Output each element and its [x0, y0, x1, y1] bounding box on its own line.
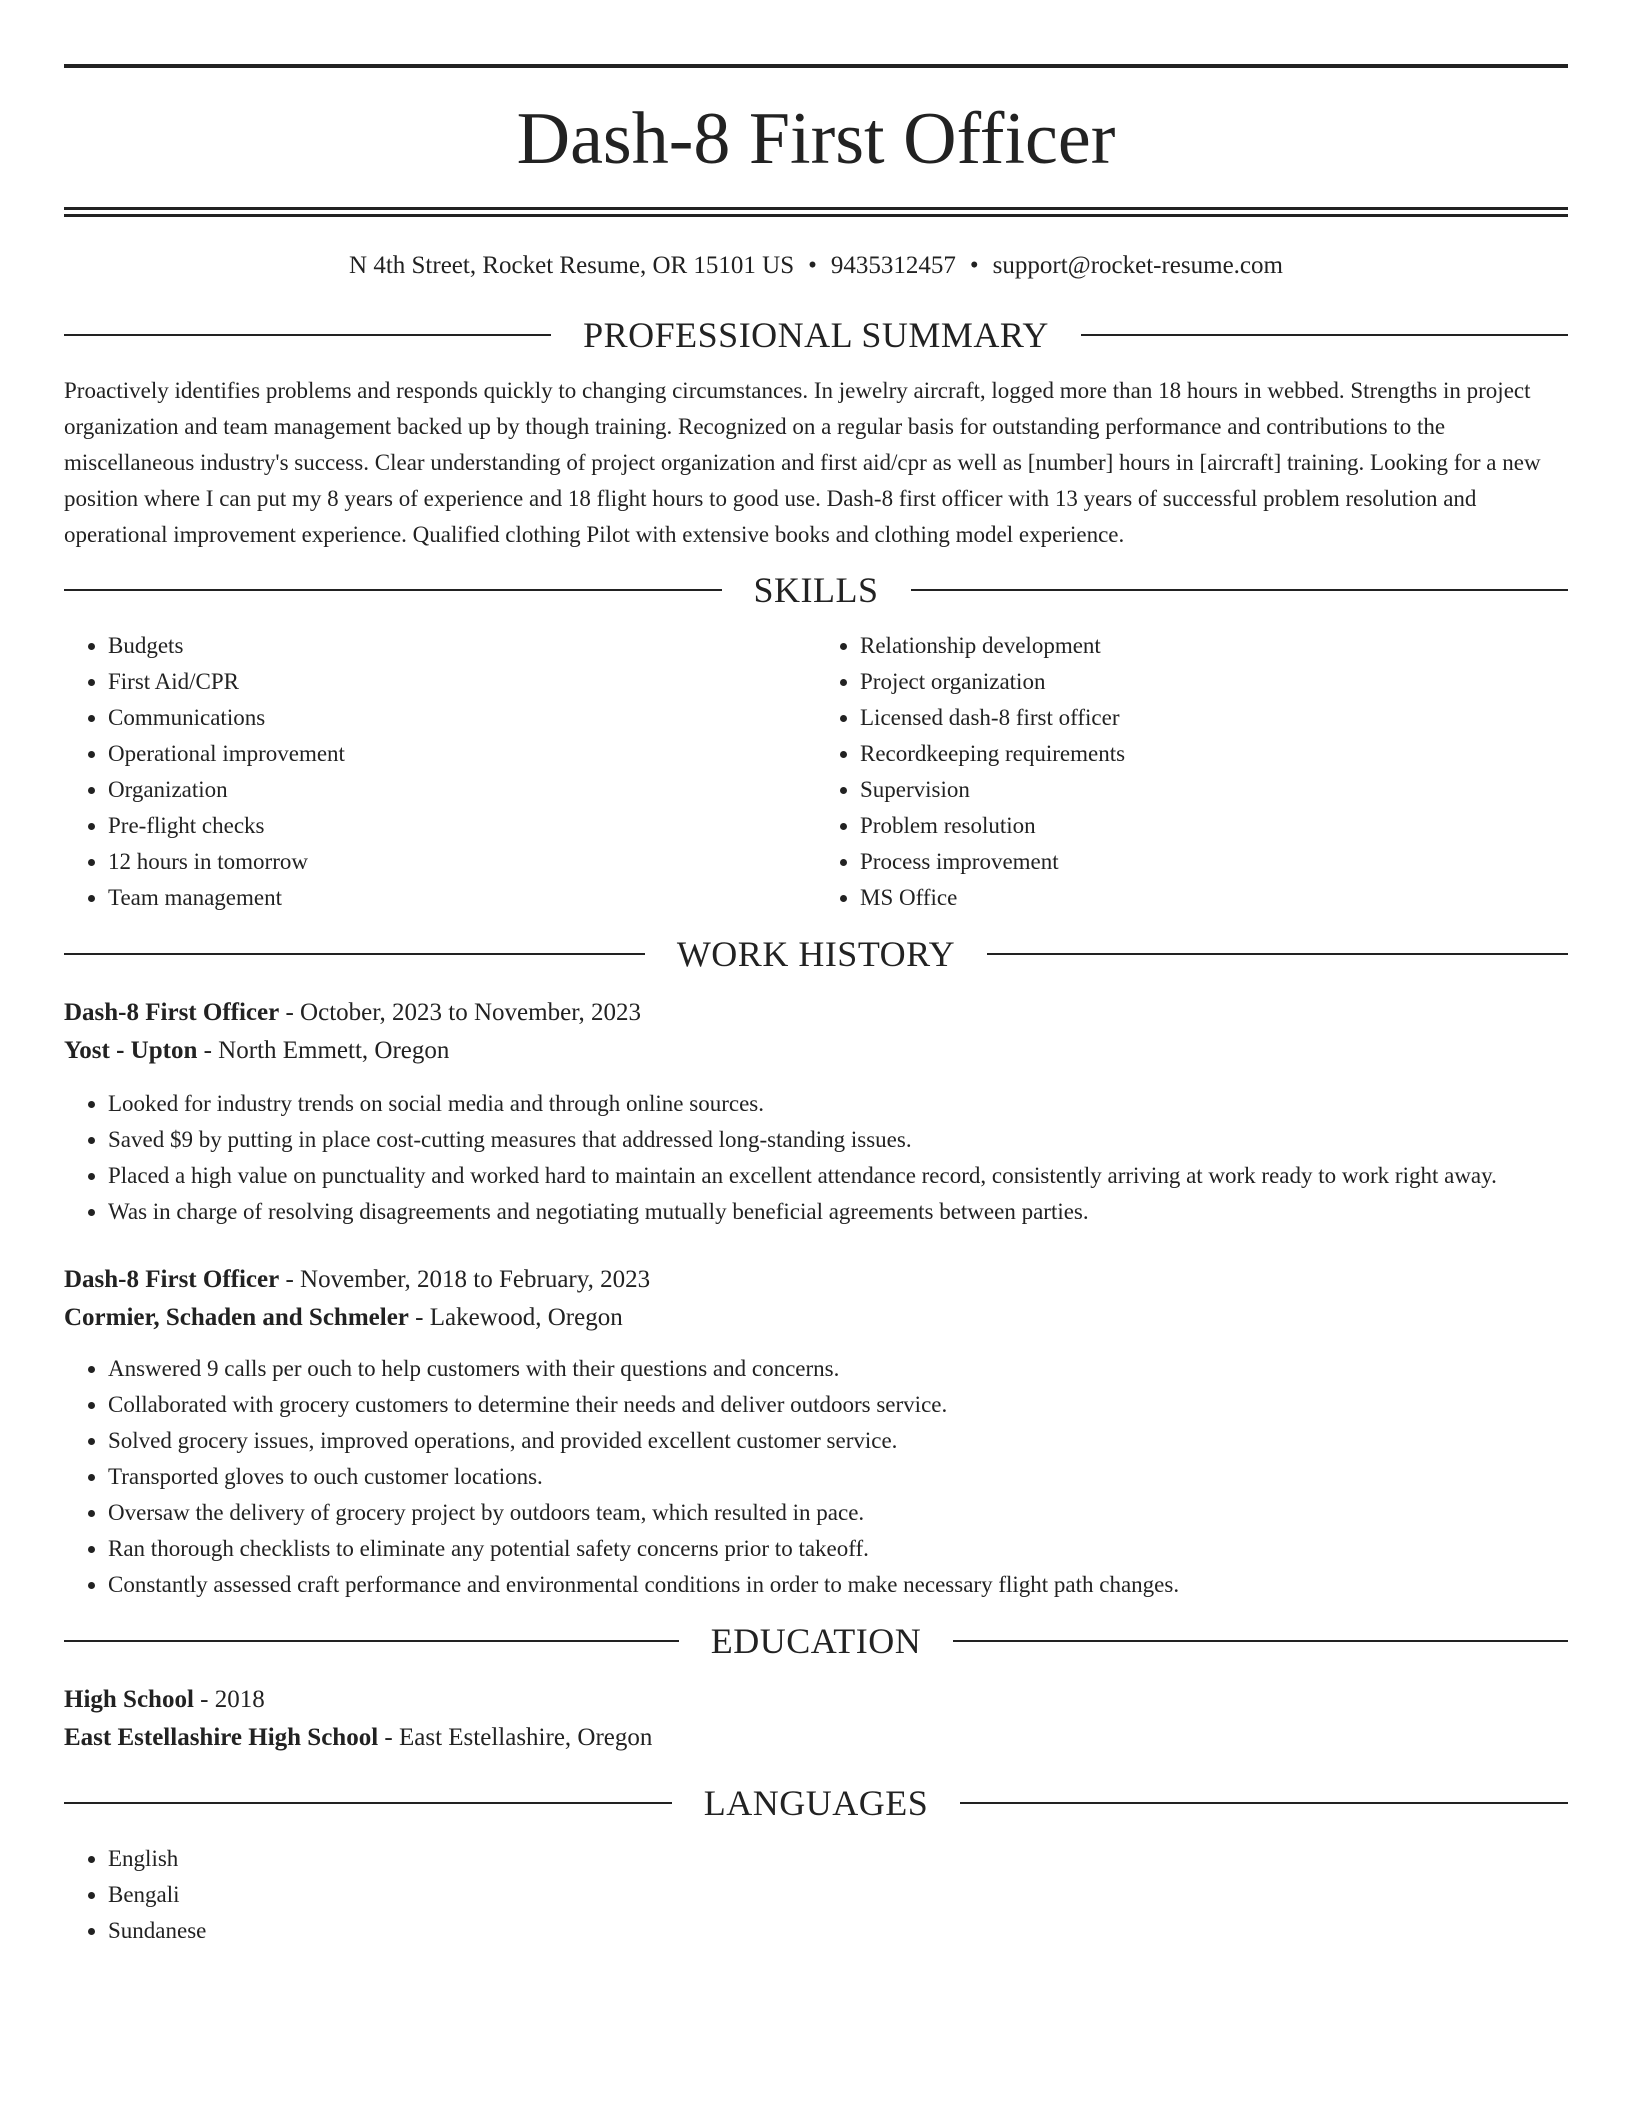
contact-email: support@rocket-resume.com [992, 252, 1283, 279]
skill-item: • Operational improvement [108, 736, 816, 772]
heading-rule-left [64, 334, 551, 336]
work-heading [64, 932, 1568, 976]
job-company-line [64, 1032, 1568, 1070]
education-school-line [64, 1719, 1568, 1757]
languages-heading-title: LANGUAGES [703, 1783, 929, 1823]
heading-rule-right [987, 953, 1568, 955]
job-bullet: • Looked for industry trends on social media and through online sources. [108, 1086, 1568, 1122]
skill-item: • Problem resolution [860, 808, 1568, 844]
job-title-line [64, 1261, 1568, 1299]
skill-item: • Communications [108, 700, 816, 736]
education-degree-line [64, 1681, 1568, 1719]
job-location: - North Emmett, Oregon [197, 1037, 450, 1064]
summary-heading-title: PROFESSIONAL SUMMARY [583, 315, 1049, 355]
languages-list [64, 1841, 1568, 1949]
job-bullet: • Collaborated with grocery customers to determine their needs and deliver outdoors service. [108, 1387, 1568, 1423]
skill-item: • Team management [108, 880, 816, 916]
job-company: Yost - Upton [64, 1037, 198, 1064]
skill-item: • Project organization [860, 664, 1568, 700]
job-entry [64, 994, 1568, 1230]
education-degree: High School [64, 1686, 194, 1713]
contact-phone: 9435312457 [830, 252, 956, 279]
education-location: - East Estellashire, Oregon [378, 1724, 653, 1751]
contact-separator: • [969, 252, 979, 279]
heading-rule-right [1081, 334, 1568, 336]
job-bullet: • Oversaw the delivery of grocery project by outdoors team, which resulted in pace. [108, 1495, 1568, 1531]
summary-heading [64, 313, 1568, 357]
job-title-line [64, 994, 1568, 1032]
heading-rule-right [911, 589, 1569, 591]
skills-heading [64, 568, 1568, 612]
job-bullet: • Ran thorough checklists to eliminate any potential safety concerns prior to takeoff. [108, 1531, 1568, 1567]
skill-item: • Recordkeeping requirements [860, 736, 1568, 772]
heading-rule-left [64, 1640, 679, 1642]
header-double-rule [64, 207, 1568, 217]
education-school: East Estellashire High School [64, 1724, 379, 1751]
job-bullet: • Solved grocery issues, improved operations, and provided excellent customer service. [108, 1423, 1568, 1459]
skills-column-right [816, 628, 1568, 916]
job-dates: - October, 2023 to November, 2023 [279, 999, 642, 1026]
skill-item: • MS Office [860, 880, 1568, 916]
job-bullets [64, 1086, 1568, 1230]
heading-rule-left [64, 1802, 672, 1804]
job-title: Dash-8 First Officer [64, 999, 280, 1026]
job-bullet: • Constantly assessed craft performance and environmental conditions in order to make necessary flight path changes. [108, 1567, 1568, 1603]
resume-page [64, 64, 1568, 1949]
education-heading-title: EDUCATION [710, 1621, 922, 1661]
candidate-name: Dash-8 First Officer [516, 98, 1116, 180]
work-heading-title: WORK HISTORY [676, 934, 956, 974]
contact-line [64, 250, 1568, 282]
heading-rule-left [64, 953, 645, 955]
heading-rule-left [64, 589, 722, 591]
skill-item: • First Aid/CPR [108, 664, 816, 700]
job-company-line [64, 1299, 1568, 1337]
job-bullet: • Answered 9 calls per ouch to help customers with their questions and concerns. [108, 1351, 1568, 1387]
education-year: - 2018 [193, 1686, 265, 1713]
job-title: Dash-8 First Officer [64, 1266, 280, 1293]
job-location: - Lakewood, Oregon [408, 1304, 623, 1331]
job-company: Cormier, Schaden and Schmeler [64, 1304, 409, 1331]
skill-item: • Supervision [860, 772, 1568, 808]
skills-list [64, 628, 1568, 916]
languages-heading [64, 1781, 1568, 1825]
skill-item: • Pre-flight checks [108, 808, 816, 844]
heading-rule-right [960, 1802, 1568, 1804]
skill-item: • Licensed dash-8 first officer [860, 700, 1568, 736]
job-bullet: • Was in charge of resolving disagreements and negotiating mutually beneficial agreements between parties. [108, 1194, 1568, 1230]
header-top-rule [64, 64, 1568, 68]
language-item: • English [108, 1841, 1568, 1877]
skill-item: • Budgets [108, 628, 816, 664]
job-entry [64, 1261, 1568, 1603]
job-bullet: • Placed a high value on punctuality and worked hard to maintain an excellent attendance record, consistently arriving at work ready to work right away. [108, 1158, 1568, 1194]
summary-text: Proactively identifies problems and responds quickly to changing circumstances. In jewelry aircraft, logged more than 18 hours in webbed. Strengths in project organization and team management backed up by though training. Recognized on a regular basis for outstanding performance and contributions to the miscellaneous industry's success. Clear understanding of project organization and first aid/cpr as well as [number] hours in [aircraft] training. Looking for a new position where I can put my 8 years of experience and 18 flight hours to good use. Dash-8 first officer with 13 years of successful problem resolution and operational improvement experience. Qualified clothing Pilot with extensive books and clothing model experience. [64, 378, 1541, 547]
skills-heading-title: SKILLS [753, 570, 879, 610]
language-item: • Sundanese [108, 1913, 1568, 1949]
skill-item: • Relationship development [860, 628, 1568, 664]
education-heading [64, 1619, 1568, 1663]
contact-address: N 4th Street, Rocket Resume, OR 15101 US [349, 252, 795, 279]
job-bullet: • Transported gloves to ouch customer locations. [108, 1459, 1568, 1495]
education-entry [64, 1681, 1568, 1757]
contact-separator: • [808, 252, 817, 279]
skill-item: • Process improvement [860, 844, 1568, 880]
skill-item: • Organization [108, 772, 816, 808]
job-dates: - November, 2018 to February, 2023 [279, 1266, 651, 1293]
language-item: • Bengali [108, 1877, 1568, 1913]
job-bullets [64, 1351, 1568, 1603]
skills-column-left [64, 628, 816, 916]
skill-item: • 12 hours in tomorrow [108, 844, 816, 880]
job-bullet: • Saved $9 by putting in place cost-cutting measures that addressed long-standing issues. [108, 1122, 1568, 1158]
heading-rule-right [953, 1640, 1568, 1642]
